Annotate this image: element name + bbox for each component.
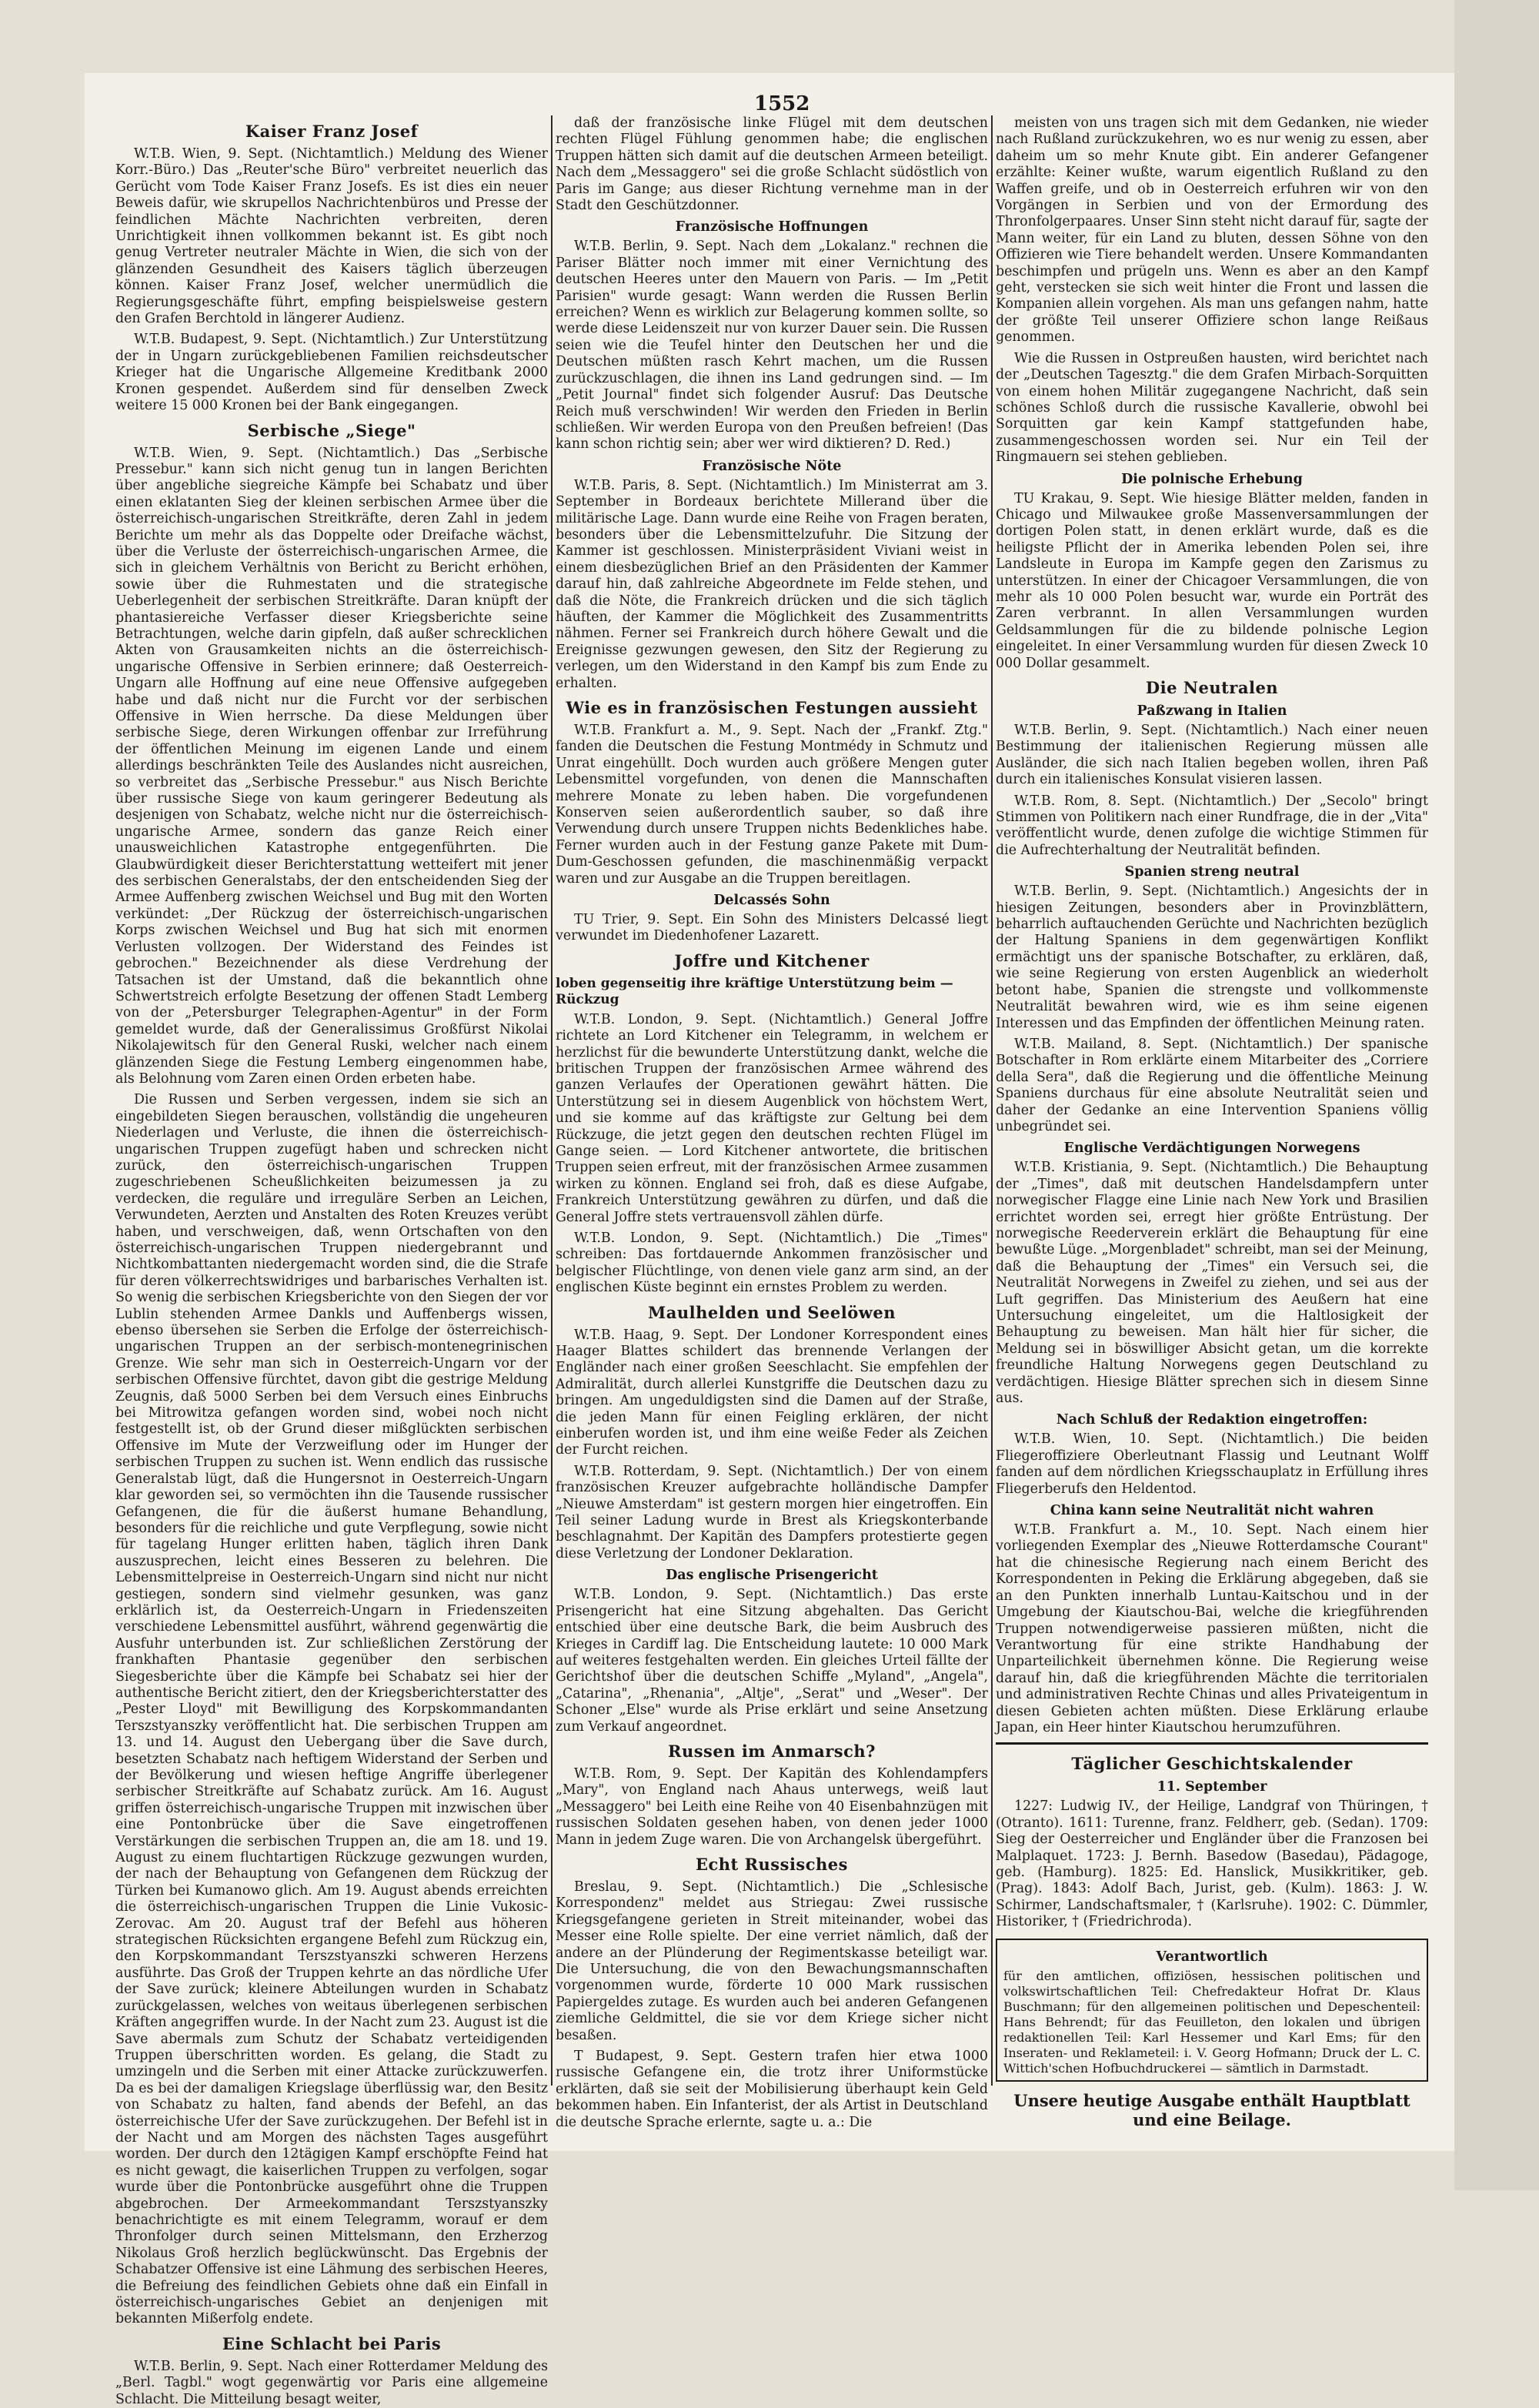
edition-notice: Unsere heutige Ausgabe enthält Hauptblatt und eine Beilage.: [1013, 2090, 1410, 2129]
column-3: [996, 115, 1428, 2129]
subheadline: Delcassés Sohn: [713, 893, 830, 909]
column-1: [115, 115, 548, 2407]
column-2: [556, 115, 988, 2130]
headline: Joffre und Kitchener: [674, 950, 870, 970]
article-paragraph: Wie die Russen in Ostpreußen hausten, wird berichtet nach der „Deutschen Tagesztg." die dem Grafen Mirbach-Sorquitten von einem hohen Militär zugegangene Nachricht, daß sein schönes Schloß durch die russische Kavallerie, obwohl bei Sorquitten gar kein Kampf stattgefunden habe, zusammengeschossen worden sei. Nur ein Teil der Ringmauern sei stehen geblieben.: [996, 350, 1428, 466]
subheadline: Französische Hoffnungen: [675, 219, 869, 235]
headline: Serbische „Siege": [247, 420, 416, 440]
headline-deck: loben gegenseitig ihre kräftige Unterstützung beim — Rückzug: [556, 975, 953, 1008]
article-paragraph: W.T.B. Berlin, 9. Sept. (Nichtamtlich.) Angesichts der in hiesigen Zeitungen, besonders aber in Provinzblättern, beharrlich auftauchenden Gerüchte und Nachrichten bezüglich der Haltung Spaniens in dem gegenwärtigen Konflikt ermächtigt uns der spanische Botschafter, zu erklären, daß, wie seine Regierung von ersten Augenblick an wiederholt betont habe, Spanien die strengste und vollkommenste Neutralität bewahren wird, wie es ihm seine eigenen Interessen und das Empfinden der öffentlichen Meinung raten.: [996, 883, 1428, 1031]
article-paragraph: W.T.B. London, 9. Sept. (Nichtamtlich.) Die „Times" schreiben: Das fortdauernde Ankommen französischer und belgischer Flüchtlinge, von denen viele ganz arm sind, an der englischen Küste beginnt ein ernstes Problem zu werden.: [556, 1230, 988, 1296]
headline: Russen im Anmarsch?: [668, 1741, 876, 1761]
calendar-title: Täglicher Geschichtskalender: [1071, 1754, 1353, 1774]
subheadline: Paßzwang in Italien: [1137, 703, 1287, 719]
article-paragraph: W.T.B. London, 9. Sept. (Nichtamtlich.) Das erste Prisengericht hat eine Sitzung abgehalten. Das Gericht entschied über eine deutsche Bark, die beim Ausbruch des Krieges in Cardiff lag. Die Entscheidung lautete: 10 000 Mark auf weiteres festgehalten werden. Ein gleiches Urteil fällte der Gerichtshof über die deutschen Schiffe „Myland", „Angela", „Catarina", „Rhenania", „Altje", „Serat" und „Weser". Der Schoner „Else" wurde als Prise erklärt und seine Ansetzung zum Verkauf angeordnet.: [556, 1587, 988, 1735]
article-paragraph: W.T.B. Rom, 8. Sept. (Nichtamtlich.) Der „Secolo" bringt Stimmen von Politikern nach einer Rundfrage, die in der „Vita" veröffentlicht wurde, denen zufolge die wichtige Stimmen für die Aufrechterhaltung der Neutralität befinden.: [996, 793, 1428, 858]
article-paragraph: W.T.B. Wien, 9. Sept. (Nichtamtlich.) Das „Serbische Pressebur." kann sich nicht genug tun in langen Berichten über angebliche siegreiche Kämpfe bei Schabatz und über einen eklatanten Sieg der kleinen serbischen Armee über die österreichisch-ungarischen Streitkräfte, deren Zahl in jedem Berichte um mehr als das Doppelte oder Dreifache wächst, über die Verluste der österreichisch-ungarischen Armee, die sich in gleichem Verhältnis von Bericht zu Bericht erhöhen, sowie über die Ruhmestaten und die strategische Ueberlegenheit der serbischen Streitkräfte. Daran knüpft der phantasiereiche Verfasser dieser Kriegsberichte seine Betrachtungen, welche darin gipfeln, daß außer schrecklichen Akten von Grausamkeiten nichts an die österreichisch-ungarische Offensive in Serbien erinnere; daß Oesterreich-Ungarn alle Hoffnung auf eine neue Offensive aufgegeben habe und daß nicht nur die Furcht vor der serbischen Offensive in Wien herrsche. Da diese Meldungen über serbische Siege, deren Wirkungen offenbar zur Irreführung der öffentlichen Meinung im eigenen Lande und einem allerdings beschränkten Teile des Auslandes nicht ausreichen, so verbreitet das „Serbische Pressebur." aus Nisch Berichte über russische Siege von kaum geringerer Bedeutung als desjenigen von Schabatz, welche nicht nur die österreichisch-ungarische Armee, sondern das ganze Reich einer unausweichlichen Katastrophe entgegenführten. Die Glaubwürdigkeit dieser Berichterstattung wetteifert mit jener des serbischen Generalstabs, der den entscheidenden Sieg der Armee Auffenberg zwischen Weichsel und Bug mit den Worten verkündet: „Der Rückzug der österreichisch-ungarischen Korps zwischen Weichsel und Bug hat sich mit enormen Verlusten vollzogen. Der Widerstand des Feindes ist gebrochen." Bezeichnender als diese Verdrehung der Tatsachen ist der Umstand, daß die bekanntlich ohne Schwertstreich erfolgte Besetzung der offenen Stadt Lemberg von der „Petersburger Telegraphen-Agentur" in der Form gemeldet wurde, daß der Generalissimus Großfürst Nikolai Nikolajewitsch für den General Ruski, welcher nach einem glänzenden Siege die Festung Lemberg eingenommen habe, als Belohnung vom Zaren einen Orden erbeten habe.: [115, 445, 548, 1087]
headline: Wie es in französischen Festungen aussieht: [566, 698, 978, 717]
article-paragraph: W.T.B. Rotterdam, 9. Sept. (Nichtamtlich.) Der von einem französischen Kreuzer aufgebrachte holländische Dampfer „Nieuwe Amsterdam" ist gestern morgen hier eingetroffen. Ein Teil seiner Ladung wurde in Brest als Kriegskonterbande beschlagnahmt. Der Kapitän des Dampfers protestierte gegen diese Verletzung der Londoner Deklaration.: [556, 1463, 988, 1561]
article-paragraph: W.T.B. Mailand, 8. Sept. (Nichtamtlich.) Der spanische Botschafter in Rom erklärte einem Mitarbeiter des „Corriere della Sera", daß die Regierung und die öffentliche Meinung Spaniens durchaus für eine absolute Neutralität seien und daher der Gedanke an eine Intervention Spaniens völlig unbegründet sei.: [996, 1036, 1428, 1134]
article-paragraph: meisten von uns tragen sich mit dem Gedanken, nie wieder nach Rußland zurückzukehren, wo es nur wenig zu essen, aber daheim um so mehr Knute gibt. Ein anderer Gefangener erzählte: Keiner wußte, warum eigentlich Rußland zu den Waffen greife, und ob in Oesterreich erfuhren wir von den Vorgängen in Serbien und von der Ermordung des Thronfolgerpaares. Unser Sinn steht nicht darauf für, sagte der Mann weiter, für ein Land zu bluten, dessen Söhne von den Offizieren wie Tiere behandelt werden. Unsere Kommandanten beschimpfen und prügeln uns. Wenn es aber an den Kampf geht, verstecken sie sich weit hinter die Front und lassen die Kompanien allein vorgehen. Als man uns gefangen nahm, hatte der größte Teil unserer Offiziere schon lange Reißaus genommen.: [996, 115, 1428, 346]
article-paragraph: T Budapest, 9. Sept. Gestern trafen hier etwa 1000 russische Gefangene ein, die trotz ihrer Uniformstücke erklärten, daß sie seit der Mobilisierung überhaupt kein Geld bekommen haben. Ein Infanterist, der als Artist in Deutschland die deutsche Sprache erlernte, sagte u. a.: Die: [556, 2049, 988, 2130]
subheadline: Die polnische Erhebung: [1121, 471, 1303, 487]
article-paragraph: Breslau, 9. Sept. (Nichtamtlich.) Die „Schlesische Korrespondenz" meldet aus Striegau: Zwei russische Kriegsgefangene gerieten in Streit miteinander, wobei das Messer eine Rolle spielte. Der eine verriet nämlich, daß der andere an der Plünderung der Regimentskasse beteiligt war. Die Untersuchung, die von den Bewachungsmannschaften vorgenommen wurde, förderte 10 000 Mark russischen Papiergeldes zutage. Es wurden auch bei anderen Gefangenen ziemliche Geldmittel, die sie vor dem Kriege sicher nicht besaßen.: [556, 1879, 988, 2043]
history-calendar: [996, 1742, 1428, 1930]
page-edge: [1454, 0, 1539, 2190]
article-paragraph: daß der französische linke Flügel mit dem deutschen rechten Flügel Fühlung genommen habe; die englischen Truppen hätten sich damit auf die deutschen Armeen beteiligt. Nach dem „Messaggero" sei die große Schlacht südöstlich von Paris im Gange; aus dieser Richtung vernehme man in der Stadt den Geschützdonner.: [556, 115, 988, 214]
article-paragraph: W.T.B. Haag, 9. Sept. Der Londoner Korrespondent eines Haager Blattes schildert das brennende Verlangen der Engländer nach einer großen Seeschlacht. Sie empfehlen der Admiralität, durch allerlei Kunstgriffe die Deutschen dazu zu bringen. Am ungeduldigsten sind die Damen auf der Straße, die jeden Mann für einen Feigling erklären, der nicht einberufen worden ist, und ihm eine weiße Feder als Zeichen der Furcht reichen.: [556, 1327, 988, 1458]
imprint-box: [996, 1939, 1428, 2082]
subheadline: Spanien streng neutral: [1124, 864, 1300, 880]
article-paragraph: W.T.B. Kristiania, 9. Sept. (Nichtamtlich.) Die Behauptung der „Times", daß mit deutschen Handelsdampfern unter norwegischer Flagge eine Linie nach New York und Brasilien errichtet worden sei, erregt hier größte Entrüstung. Der norwegische Reederverein erklärt die Behauptung für eine bewußte Lüge. „Morgenbladet" schreibt, man sei der Meinung, daß die Behauptung der „Times" ein Versuch sei, die Neutralität Norwegens in Zweifel zu ziehen, und sei aus der Luft gegriffen. Das Ministerium des Aeußern hat eine Untersuchung eingeleitet, um die Haltlosigkeit der Behauptung zu beweisen. Man hält hier für sicher, die Meldung sei in böswilliger Absicht getan, um die korrekte freundliche Haltung Norwegens gegen Deutschland zu verdächtigen. Hiesige Blätter sprechen sich in diesem Sinne aus.: [996, 1160, 1428, 1407]
page-number: 1552: [754, 92, 810, 115]
headline: Die Neutralen: [1145, 678, 1279, 697]
imprint-title: Verantwortlich: [1156, 1949, 1268, 1965]
article-paragraph: W.T.B. Berlin, 9. Sept. (Nichtamtlich.) Nach einer neuen Bestimmung der italienischen Regierung müssen alle Ausländer, die sich nach Italien begeben wollen, ihren Paß durch ein italienisches Konsulat visieren lassen.: [996, 723, 1428, 788]
column-rule: [551, 115, 553, 2086]
column-rule: [991, 115, 993, 2086]
article-paragraph: Die Russen und Serben vergessen, indem sie sich an eingebildeten Siegen berauschen, vollständig die ungeheuren Niederlagen und Verluste, die ihnen die österreichisch-ungarischen Truppen zugefügt haben und schrecken nicht zurück, den österreichisch-ungarischen Truppen zugeschriebenen Scheußlichkeiten beizumessen ja zu verdecken, die reguläre und irreguläre Serben an Leichen, Verwundeten, Aerzten und Anstalten des Roten Kreuzes verübt haben, und verschweigen, daß, wenn Ortschaften von den österreichisch-ungarischen Truppen niedergebrannt und Nichtkombattanten niedergemacht worden sind, die die Strafe für deren völkerrechtswidriges und barbarisches Verhalten ist. So wenig die serbischen Kriegsberichte von den Siegen der vor Lublin stehenden Armee Dankls und Auffenbergs wissen, ebenso übersehen sie Serben die Erfolge der österreichisch-ungarischen Truppen an der serbisch-montenegrinischen Grenze. Wie sehr man sich in Oesterreich-Ungarn vor der serbischen Offensive fürchtet, davon gibt die gestrige Meldung Zeugnis, daß 5000 Serben bei dem Versuch eines Einbruchs bei Mitrowitza gefangen worden sind, wobei noch nicht festgestellt ist, ob der Grund dieser mißglückten serbischen Offensive im Mute der Verzweiflung oder im Hunger der serbischen Truppen zu suchen ist. Wenn endlich das russische Generalstab lügt, daß die Hungersnot in Oesterreich-Ungarn klar geworden sei, so vermöchten ihn die Tausende russischer Gefangenen, die für die äußerst humane Behandlung, besonders für die reichliche und gute Verpflegung, sowie nicht für tagelang Hunger erlitten haben, täglich ihren Dank auszusprechen, leicht eines Besseren zu belehren. Die Lebensmittelpreise in Oesterreich-Ungarn sind nicht nur nicht gestiegen, sondern sind vielmehr gesunken, was ganz erklärlich ist, da Oesterreich-Ungarn in Friedenszeiten verschiedene Lebensmittel ausführt, während gegenwärtig die Ausfuhr unterbunden ist. Zur schließlichen Zerstörung der frankhaften Phantasie gegenüber den serbischen Siegesberichte über die Kämpfe bei Schabatz sei hier der authentische Bericht zitiert, den der Kriegsberichterstatter des „Pester Lloyd" mit Bewilligung des Korpskommandanten Terszstyanszky veröffentlicht hat. Die serbischen Truppen am 13. und 14. August den Uebergang über die Save durch, besetzten Schabatz nach heftigem Widerstand der Serben und der Bevölkerung und wiesen heftige Angriffe überlegener serbischer Streitkräfte auf Schabatz zurück. Am 16. August griffen österreichisch-ungarische Truppen mit inzwischen über eine Pontonbrücke über die Save eingetroffenen Verstärkungen die serbischen Truppen an, die am 18. und 19. August zu einem fluchtartigen Rückzuge gezwungen wurden, der nach der Behauptung von Gefangenen dem Rückzug der Türken bei Kumanowo glich. Am 19. August abends erreichten die österreichisch-ungarischen Truppen die Linie Vukosic-Zerovac. Am 20. August traf der Befehl aus höheren strategischen Rücksichten ergangene Befehl zum Rückzug ein, den Korpskommandant Terszstyanszki schweren Herzens ausführte. Das Groß der Truppen kehrte an das nördliche Ufer der Save zurück; kleinere Abteilungen wurden in Schabatz zurückgelassen, welches von weitaus überlegenen serbischen Kräften angegriffen wurde. In der Nacht zum 23. August ist die Save abermals zum Schutz der Schabatz verteidigenden Truppen überschritten worden. Es gelang, die Stadt zu umzingeln und die Serben mit einer Attacke zurückzuwerfen. Da es bei der damaligen Kriegslage überflüssig war, den Besitz von Schabatz zu halten, fand abends der Befehl, an das österreichische Ufer der Save zurückzugehen. Der Befehl ist in der Nacht und am Morgen des nächsten Tages ausgeführt worden. Der durch den 12tägigen Kampf erschöpfte Feind hat es nicht gewagt, die kaiserlichen Truppen zu verfolgen, sogar wurde über die Pontonbrücke ausgeführt ohne die Truppen abgebrochen. Der Armeekommandant Terszstyanszky benachrichtigte es mit einem Telegramm, worauf er dem Thronfolger durch seinen Mittelsmann, den Erzherzog Nikolaus Groß herzlich beglückwünscht. Das Ergebnis der Schabatzer Offensive ist eine Lähmung des serbischen Heeres, die Befreiung des feindlichen Gebiets ohne daß ein Einfall in österreichisch-ungarisches Gebiet an denjenigen mit bekannten Mißerfolg endete.: [115, 1092, 548, 2327]
headline: Kaiser Franz Josef: [245, 122, 419, 141]
headline: Maulhelden und Seelöwen: [648, 1302, 896, 1322]
article-paragraph: W.T.B. Rom, 9. Sept. Der Kapitän des Kohlendampfers „Mary", von England nach Ahaus unterwegs, weiß laut „Messaggero" bei Leith eine Reihe von 40 Eisenbahnzügen mit russischen Soldaten gesehen haben, von denen jeder 1000 Mann in jedem Zuge waren. Die von Archangelsk übergeführt.: [556, 1765, 988, 1848]
imprint-text: für den amtlichen, offiziösen, hessischen politischen und volkswirtschaftlichen Teil: Chefredakteur Hofrat Dr. Klaus Buschmann; für den allgemeinen politischen und Depeschenteil: Hans Behrendt; für das Feuilleton, den lokalen und übrigen redaktionellen Teil: Karl Hessemer und Karl Ems; für den Inseraten- und Reklameteil: i. V. Georg Hofmann; Druck der L. C. Wittich'schen Hofbuchdruckerei — sämtlich in Darmstadt.: [1003, 1968, 1420, 2076]
article-paragraph: W.T.B. Wien, 10. Sept. (Nichtamtlich.) Die beiden Fliegeroffiziere Oberleutnant Flassig und Leutnant Wolff fanden auf dem nördlichen Kriegsschauplatz in Erfüllung ihres Fliegerberufs den Heldentod.: [996, 1431, 1428, 1497]
calendar-text: 1227: Ludwig IV., der Heilige, Landgraf von Thüringen, † (Otranto). 1611: Turenne, franz. Feldherr, geb. (Sedan). 1709: Sieg der Oesterreicher und Engländer über die Franzosen bei Malplaquet. 1723: J. Bernh. Basedow (Basedau), Pädagoge, geb. (Hamburg). 1825: Ed. Hanslick, Musikkritiker, geb. (Prag). 1843: Adolf Bach, Jurist, geb. (Kulm). 1863: J. W. Schirmer, Landschaftsmaler, † (Karlsruhe). 1902: C. Dümmler, Historiker, † (Friedrichroda).: [996, 1798, 1428, 1930]
article-paragraph: W.T.B. London, 9. Sept. (Nichtamtlich.) General Joffre richtete an Lord Kitchener ein Telegramm, in welchem er herzlichst für die bewunderte Unterstützung dankt, welche die britischen Truppen der französischen Armee während des ganzen Verlaufes der Operationen gewährt hätten. Die Unterstützung sei in diesem Augenblick von höchstem Wert, und sie komme auf das kräftigste zur Geltung bei dem Rückzuge, die jetzt gegen den deutschen rechten Flügel im Gange seien. — Lord Kitchener antwortete, die britischen Truppen seien erfreut, mit der französischen Armee zusammen wirken zu können. England sei froh, daß es diese Aufgabe, Frankreich Unterstützung gewähren zu dürfen, und daß die General Joffre stets vertrauensvoll zählen dürfe.: [556, 1011, 988, 1225]
article-paragraph: W.T.B. Wien, 9. Sept. (Nichtamtlich.) Meldung des Wiener Korr.-Büro.) Das „Reuter'sche Büro" verbreitet neuerlich das Gerücht vom Tode Kaiser Franz Josefs. Es ist dies ein neuer Beweis dafür, wie skrupellos Nachrichtenbüros und Presse der feindlichen Mächte Nachrichten verbreiten, deren Unrichtigkeit ihnen vollkommen bekannt ist. Es gibt noch genug Vertreter neutraler Mächte in Wien, die sich von der glänzenden Gesundheit des Kaisers täglich überzeugen können. Kaiser Franz Josef, welcher unermüdlich die Regierungsgeschäfte führt, empfing beispielsweise gestern den Grafen Berchtold in längerer Audienz.: [115, 146, 548, 327]
article-paragraph: W.T.B. Paris, 8. Sept. (Nichtamtlich.) Im Ministerrat am 3. September in Bordeaux berichtete Millerand über die militärische Lage. Dann wurde eine Reihe von Fragen beraten, besonders über die Lebensmittelzufuhr. Die Sitzung der Kammer ist geschlossen. Ministerpräsident Viviani weist in einem diesbezüglichen Brief an den Präsidenten der Kammer darauf hin, daß zahlreiche Abgeordnete im Felde stehen, und daß die Nöte, die Frankreich drücken und die sich täglich häuften, der Kammer die Möglichkeit des Zusammentritts nähmen. Ferner sei Frankreich durch höhere Gewalt und die Ereignisse gezwungen gewesen, den Sitz der Regierung zu verlegen, um den Widerstand in den Kampf bis zum Ende zu erhalten.: [556, 477, 988, 691]
headline: Echt Russisches: [696, 1854, 848, 1874]
subheadline: Französische Nöte: [702, 458, 842, 474]
article-paragraph: TU Trier, 9. Sept. Ein Sohn des Ministers Delcassé liegt verwundet im Diedenhofener Lazarett.: [556, 912, 988, 944]
article-paragraph: W.T.B. Frankfurt a. M., 9. Sept. Nach der „Frankf. Ztg." fanden die Deutschen die Festung Montmédy in Schmutz und Unrat eingehüllt. Doch wurden auch größere Mengen guter Lebensmittel vorgefunden, von denen die Mannschaften mehrere Monate zu leben haben. Die vorgefundenen Konserven seien außerordentlich sauber, so daß ihre Verwendung durch unsere Truppen nichts Bedenkliches habe. Ferner wurden auch in der Festung ganze Pakete mit Dum-Dum-Geschossen gefunden, die maschinenmäßig verpackt waren und zur Ausgabe an die Truppen bereitlagen.: [556, 723, 988, 887]
article-paragraph: W.T.B. Frankfurt a. M., 10. Sept. Nach einem hier vorliegenden Exemplar des „Nieuwe Rotterdamsche Courant" hat die chinesische Regierung nach einem Bericht des Korrespondenten in Peking die Erklärung abgegeben, daß sie an den Punkten innerhalb Luntau-Kaitschou und in der Umgebung der Kiautschou-Bai, welche die kriegführenden Truppen notwendigerweise passieren müßten, nicht die Verantwortung für eine strikte Handhabung der Unparteilichkeit übernehmen könne. Die Regierung weise darauf hin, daß die kriegführenden Mächte die territorialen und administrativen Rechte Chinas und alles Privateigentum in diesen Gebieten achten müßten. Diese Erklärung erlaube Japan, ein Heer hinter Kiautschou herumzuführen.: [996, 1522, 1428, 1735]
subheadline: Das englische Prisengericht: [666, 1568, 878, 1584]
article-paragraph: W.T.B. Berlin, 9. Sept. Nach einer Rotterdamer Meldung des „Berl. Tagbl." wogt gegenwärtig vor Paris eine allgemeine Schlacht. Die Mitteilung besagt weiter,: [115, 2358, 548, 2407]
headline: Eine Schlacht bei Paris: [222, 2333, 442, 2353]
subheadline: China kann seine Neutralität nicht wahren: [1050, 1503, 1374, 1519]
article-paragraph: W.T.B. Budapest, 9. Sept. (Nichtamtlich.) Zur Unterstützung der in Ungarn zurückgebliebenen Familien reichsdeutscher Krieger hat die Ungarische Allgemeine Kreditbank 2000 Kronen gespendet. Außerdem sind für denselben Zweck weitere 15 000 Kronen bei der Bank eingegangen.: [115, 332, 548, 414]
subheadline: Englische Verdächtigungen Norwegens: [1063, 1141, 1360, 1157]
article-paragraph: TU Krakau, 9. Sept. Wie hiesige Blätter melden, fanden in Chicago und Milwaukee große Massenversammlungen der dortigen Polen statt, in denen erklärt wurde, daß es die heiligste Pflicht der in Amerika lebenden Polen sei, ihre Landsleute in Europa im Kampfe gegen den Zarismus zu unterstützen. In einer der Chicagoer Versammlungen, die von mehr als 10 000 Polen besucht war, wurde ein Porträt des Zaren verbrannt. In allen Versammlungen wurden Geldsammlungen für die zu bildende polnische Legion eingeleitet. In einer Versammlung wurden für diesen Zweck 10 000 Dollar gesammelt.: [996, 490, 1428, 671]
article-paragraph: W.T.B. Berlin, 9. Sept. Nach dem „Lokalanz." rechnen die Pariser Blätter noch immer mit einer Vernichtung des deutschen Heeres unter den Mauern von Paris. — Im „Petit Parisien" wurde gesagt: Wann werden die Russen Berlin erreichen? Wenn es wirklich zur Belagerung kommen sollte, so werde diese Leidenszeit nur von kurzer Dauer sein. Die Russen seien wie die Teufel hinter den Deutschen her und die Deutschen müßten rasch Kehrt machen, um die Russen zurückzuschlagen, die ihnen ins Land gedrungen sind. — Im „Petit Journal" findet sich folgender Ausruf: Das Deutsche Reich muß verschwinden! Wir werden den Frieden in Berlin schließen. Wir werden Europa von den Preußen befreien! (Das kann schon richtig sein; aber wer wird diktieren? D. Red.): [556, 239, 988, 453]
subheadline: Nach Schluß der Redaktion eingetroffen:: [1056, 1412, 1368, 1428]
calendar-date: 11. September: [1157, 1779, 1267, 1795]
